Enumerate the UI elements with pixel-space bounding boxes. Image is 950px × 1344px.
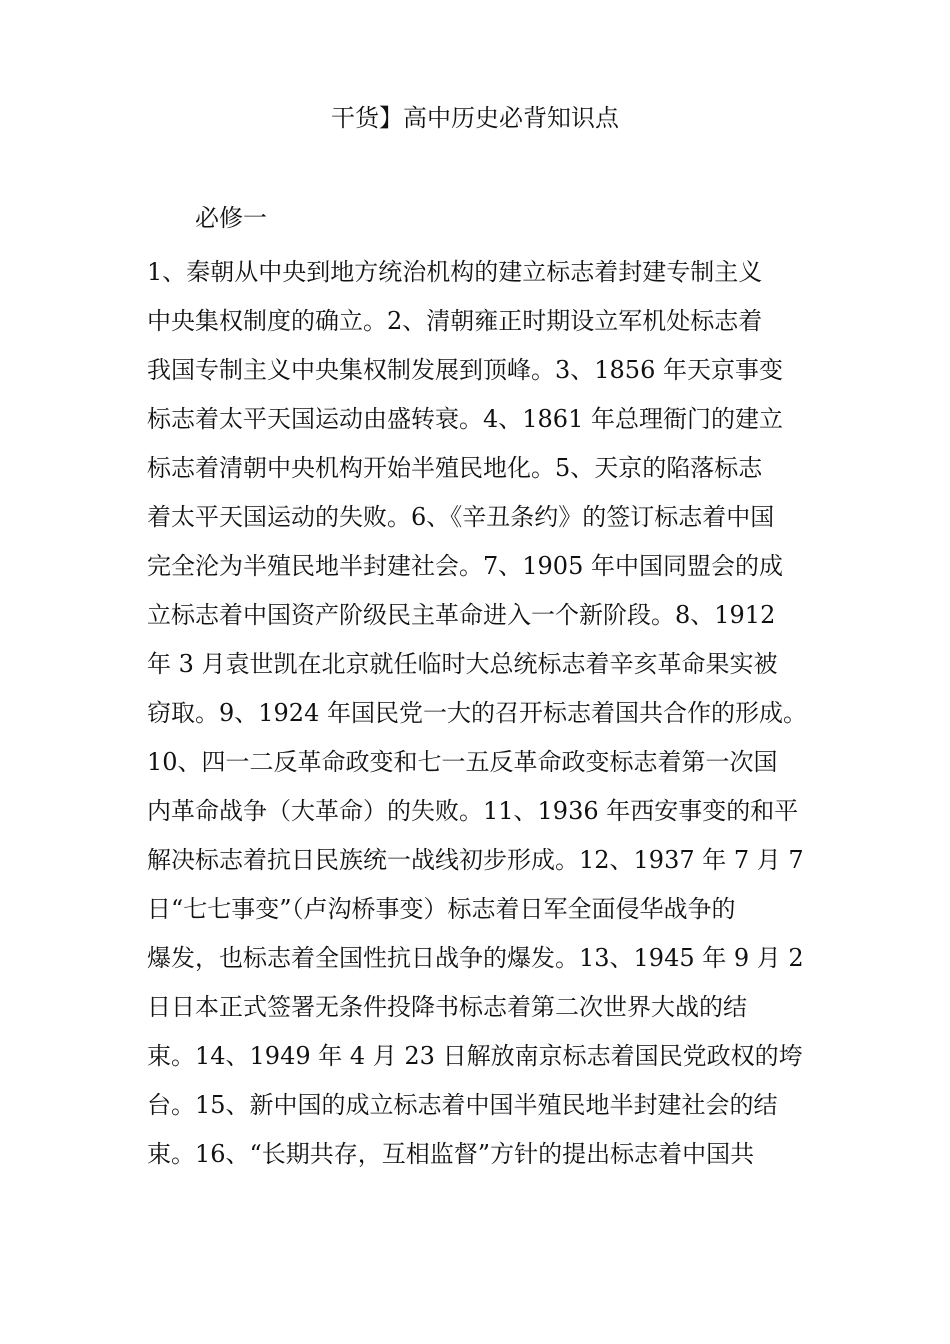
text-line: 束。14、1949 年 4 月 23 日解放南京标志着国民党政权的垮	[147, 1042, 803, 1070]
text-line: 10、四一二反革命政变和七一五反革命政变标志着第一次国	[147, 748, 778, 776]
text-line: 解决标志着抗日民族统一战线初步形成。12、1937 年 7 月 7	[147, 846, 804, 874]
text-line: 我国专制主义中央集权制发展到顶峰。3、1856 年天京事变	[147, 356, 783, 384]
body-text	[147, 248, 817, 1179]
text-line: 着太平天国运动的失败。6、《辛丑条约》的签订标志着中国	[147, 503, 775, 531]
text-line: 束。16、“长期共存，互相监督”方针的提出标志着中国共	[147, 1140, 755, 1168]
text-line: 内革命战争（大革命）的失败。11、1936 年西安事变的和平	[147, 797, 799, 825]
text-line: 中央集权制度的确立。2、清朝雍正时期设立军机处标志着	[147, 307, 763, 335]
text-line: 日日本正式签署无条件投降书标志着第二次世界大战的结	[147, 993, 747, 1021]
text-line: 窃取。9、1924 年国民党一大的召开标志着国共合作的形成。	[147, 699, 807, 727]
text-line: 标志着太平天国运动由盛转衰。4、1861 年总理衙门的建立	[147, 405, 783, 433]
text-line: 标志着清朝中央机构开始半殖民地化。5、天京的陷落标志	[147, 454, 763, 482]
text-line: 爆发，也标志着全国性抗日战争的爆发。13、1945 年 9 月 2	[147, 944, 804, 972]
text-line: 日“七七事变”（卢沟桥事变）标志着日军全面侵华战争的	[147, 895, 736, 923]
section-heading: 必修一	[195, 204, 267, 232]
text-line: 年 3 月袁世凯在北京就任临时大总统标志着辛亥革命果实被	[147, 650, 778, 678]
text-line: 台。15、新中国的成立标志着中国半殖民地半封建社会的结	[147, 1091, 778, 1119]
page-title: 干货】高中历史必背知识点	[331, 104, 619, 132]
text-line: 完全沦为半殖民地半封建社会。7、1905 年中国同盟会的成	[147, 552, 783, 580]
text-line: 立标志着中国资产阶级民主革命进入一个新阶段。8、1912	[147, 601, 776, 629]
text-line: 1、秦朝从中央到地方统治机构的建立标志着封建专制主义	[147, 258, 763, 286]
